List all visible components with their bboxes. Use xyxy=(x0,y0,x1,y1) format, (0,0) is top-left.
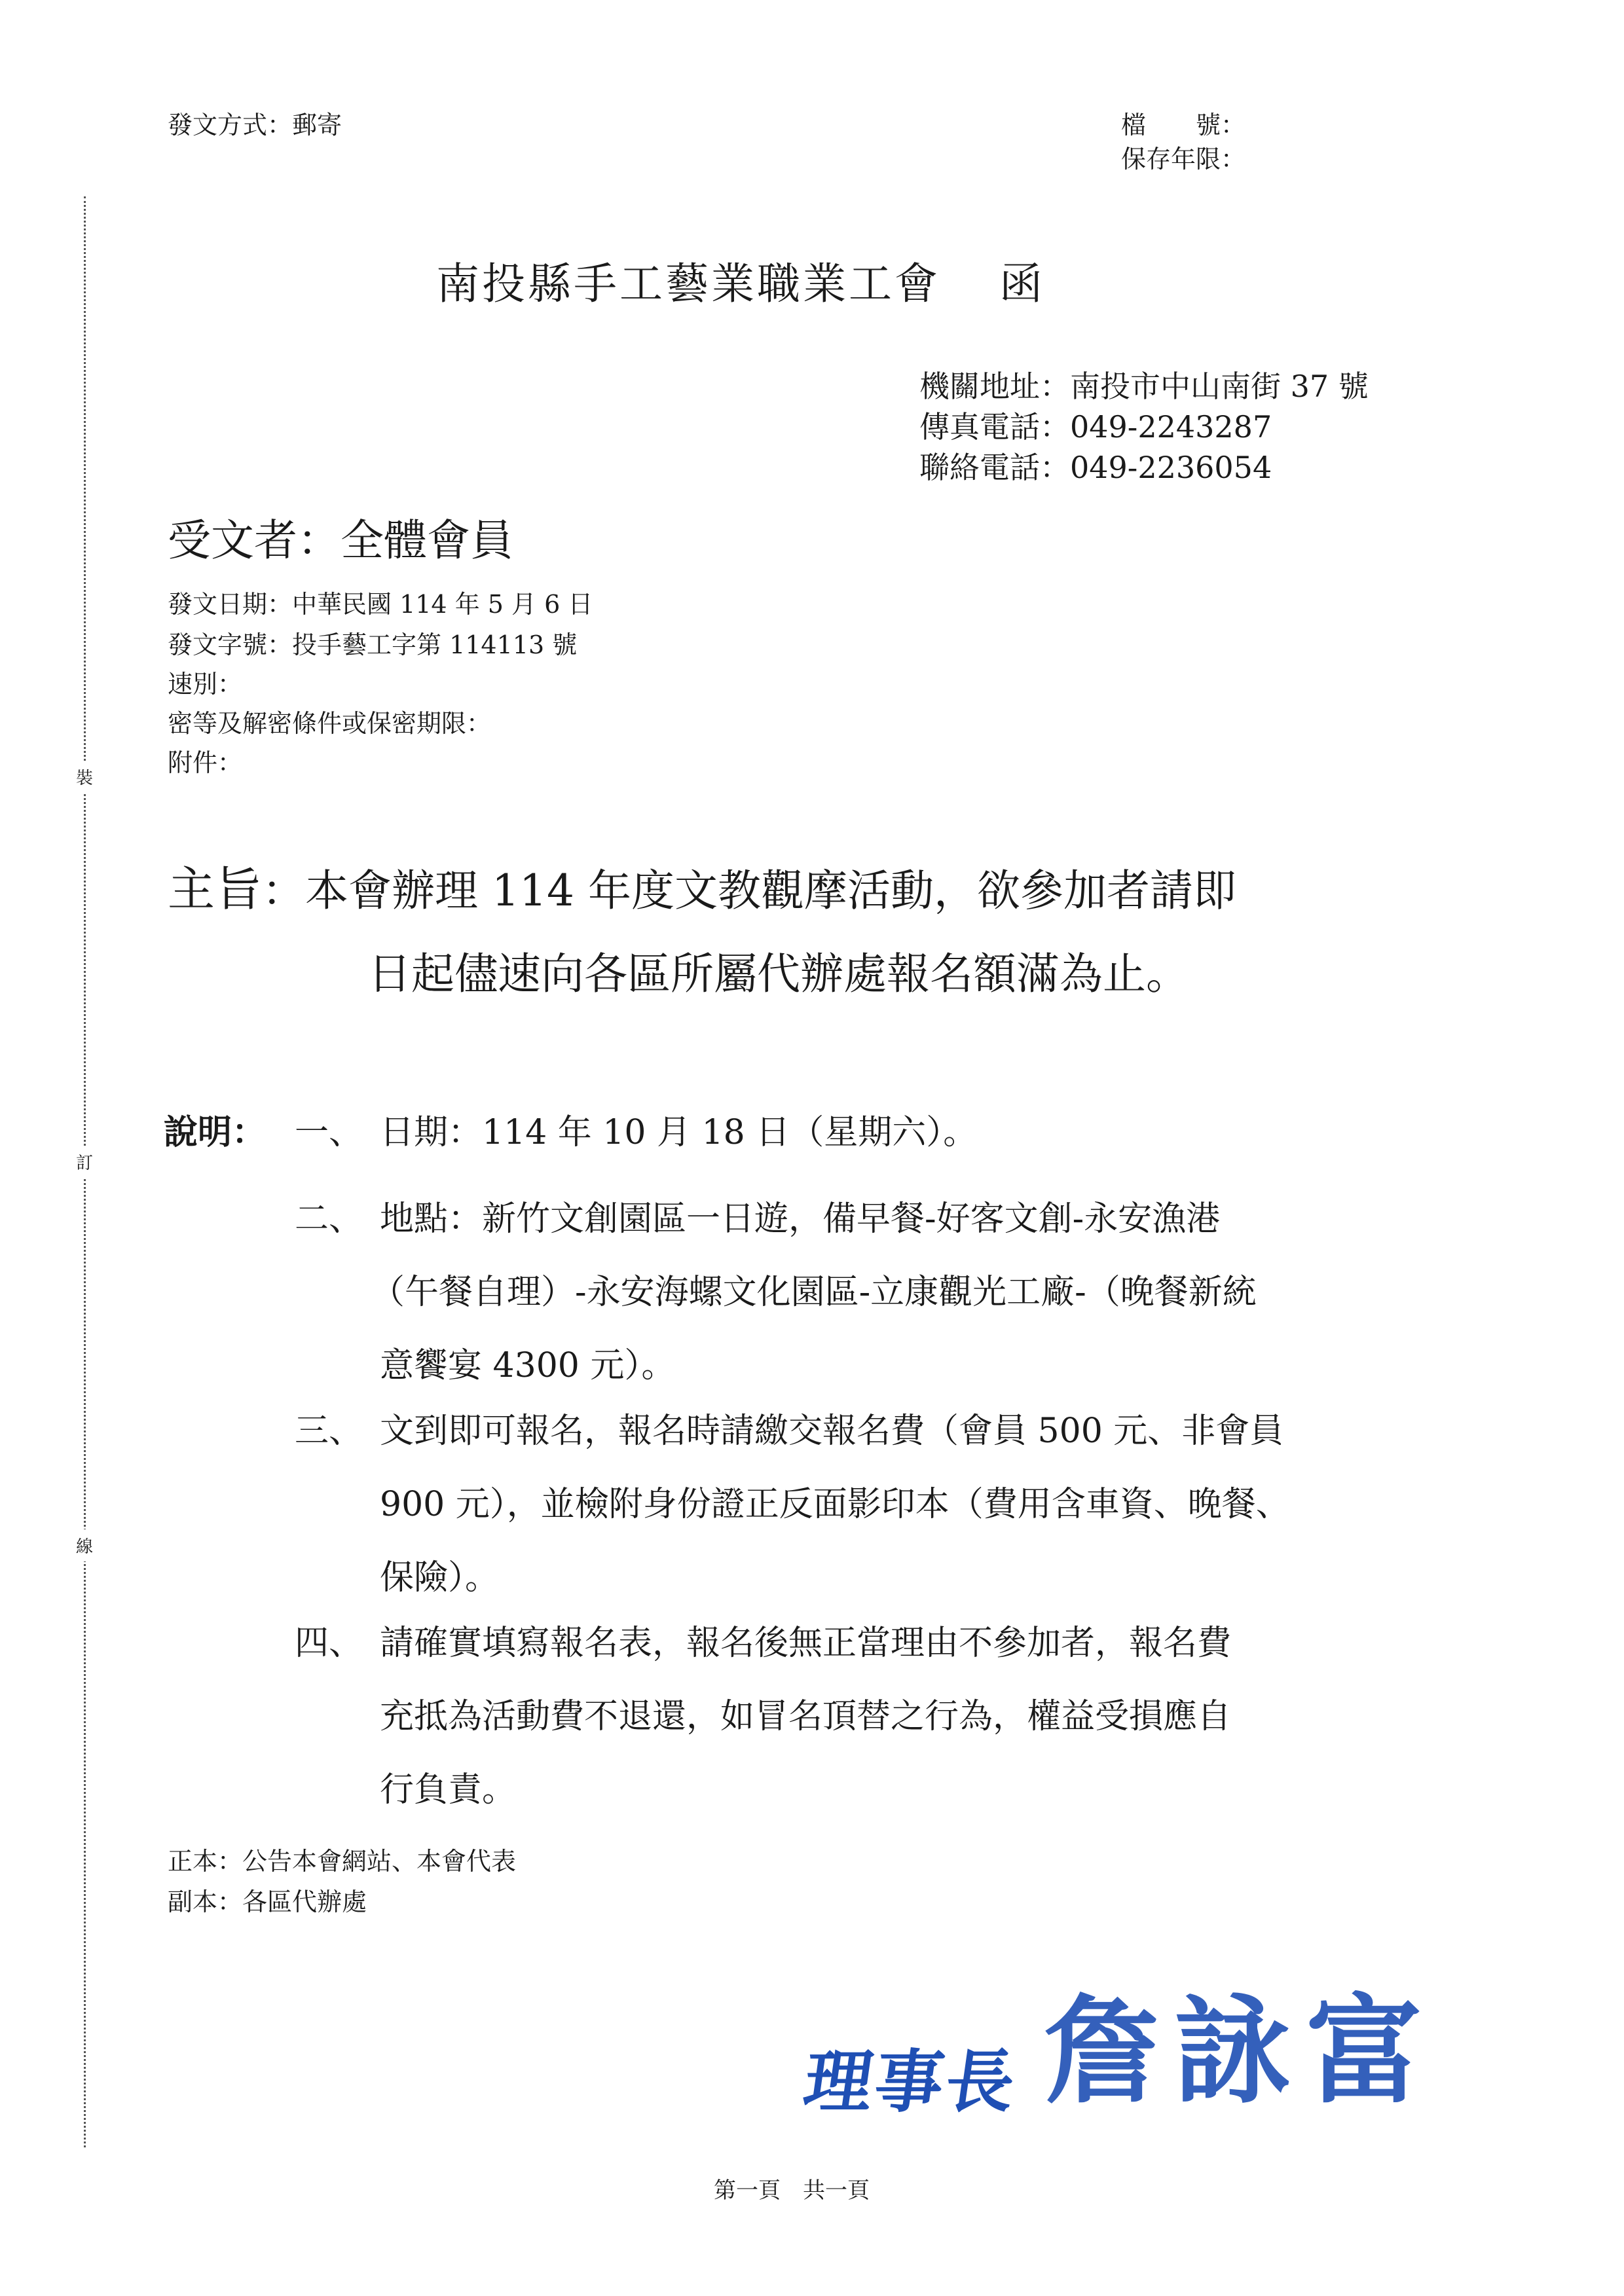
explanation-item-2-line-1: 地點：新竹文創園區一日遊，備早餐-好客文創-永安漁港 xyxy=(380,1199,1221,1239)
binding-char-top: 裝 xyxy=(76,761,93,793)
explanation-item-2-line-2: （午餐自理）-永安海螺文化園區-立康觀光工廠-（晚餐新統 xyxy=(371,1273,1257,1312)
organization-name: 南投縣手工藝業職業工會 xyxy=(436,259,940,309)
binding-char-bottom: 線 xyxy=(76,1529,93,1561)
explanation-item-3-num: 三、 xyxy=(295,1412,363,1451)
explanation-item-3-line-3: 保險）。 xyxy=(380,1558,500,1597)
binding-char-middle: 訂 xyxy=(76,1146,93,1178)
security-class: 密等及解密條件或保密期限： xyxy=(168,709,492,738)
distribution-copy: 副本：各區代辦處 xyxy=(168,1887,367,1916)
org-phone: 聯絡電話：049-2236054 xyxy=(919,450,1272,485)
explanation-item-4-line-2: 充抵為活動費不退還，如冒名頂替之行為，權益受損應自 xyxy=(380,1697,1232,1736)
explanation-item-1-num: 一、 xyxy=(295,1113,363,1152)
subject-text-2: 日起儘速向各區所屬代辦處報名額滿為止。 xyxy=(368,949,1189,999)
explanation-item-3-line-2: 900 元），並檢附身份證正反面影印本（費用含車資、晚餐、 xyxy=(380,1485,1290,1524)
explanation-item-1-line-1: 日期：114 年 10 月 18 日（星期六）。 xyxy=(380,1113,978,1152)
chairman-signature-stamp xyxy=(799,1958,1437,2125)
issue-number: 發文字號：投手藝工字第 114113 號 xyxy=(168,630,578,659)
signature-title: 理事長 xyxy=(799,2041,1023,2122)
explanation-item-4-line-3: 行負責。 xyxy=(380,1770,517,1810)
explanation-item-4-num: 四、 xyxy=(295,1624,363,1663)
document-title xyxy=(436,249,1045,311)
org-fax: 傳真電話：049-2243287 xyxy=(919,409,1272,445)
signature-name: 詹詠富 xyxy=(1044,1982,1437,2119)
document-type: 函 xyxy=(999,259,1045,309)
subject-line-1 xyxy=(168,863,1236,928)
explanation-item-2-line-3: 意饗宴 4300 元）。 xyxy=(380,1346,676,1385)
explanation-item-2-num: 二、 xyxy=(295,1199,363,1239)
file-number: 檔 號： xyxy=(1121,111,1246,139)
issue-date: 發文日期：中華民國 114 年 5 月 6 日 xyxy=(168,590,593,619)
org-address: 機關地址：南投市中山南街 37 號 xyxy=(919,369,1369,404)
attachment: 附件： xyxy=(168,748,243,777)
speed-class: 速別： xyxy=(168,670,243,699)
retention-period: 保存年限： xyxy=(1121,145,1246,173)
distribution-original: 正本：公告本會網站、本會代表 xyxy=(168,1847,517,1876)
page-footer: 第一頁 共一頁 xyxy=(714,2178,870,2204)
explanation-item-3-line-1: 文到即可報名，報名時請繳交報名費（會員 500 元、非會員 xyxy=(380,1412,1284,1451)
subject-label: 主旨 xyxy=(168,862,263,917)
send-method: 發文方式：郵寄 xyxy=(168,111,342,139)
explanation-label: 說明： xyxy=(164,1112,267,1152)
explanation-item-4-line-1: 請確實填寫報名表，報名後無正當理由不參加者，報名費 xyxy=(380,1624,1232,1663)
subject-text-1: ：本會辦理 114 年度文教觀摩活動，欲參加者請即 xyxy=(262,866,1236,916)
recipient: 受文者：全體會員 xyxy=(168,515,513,566)
